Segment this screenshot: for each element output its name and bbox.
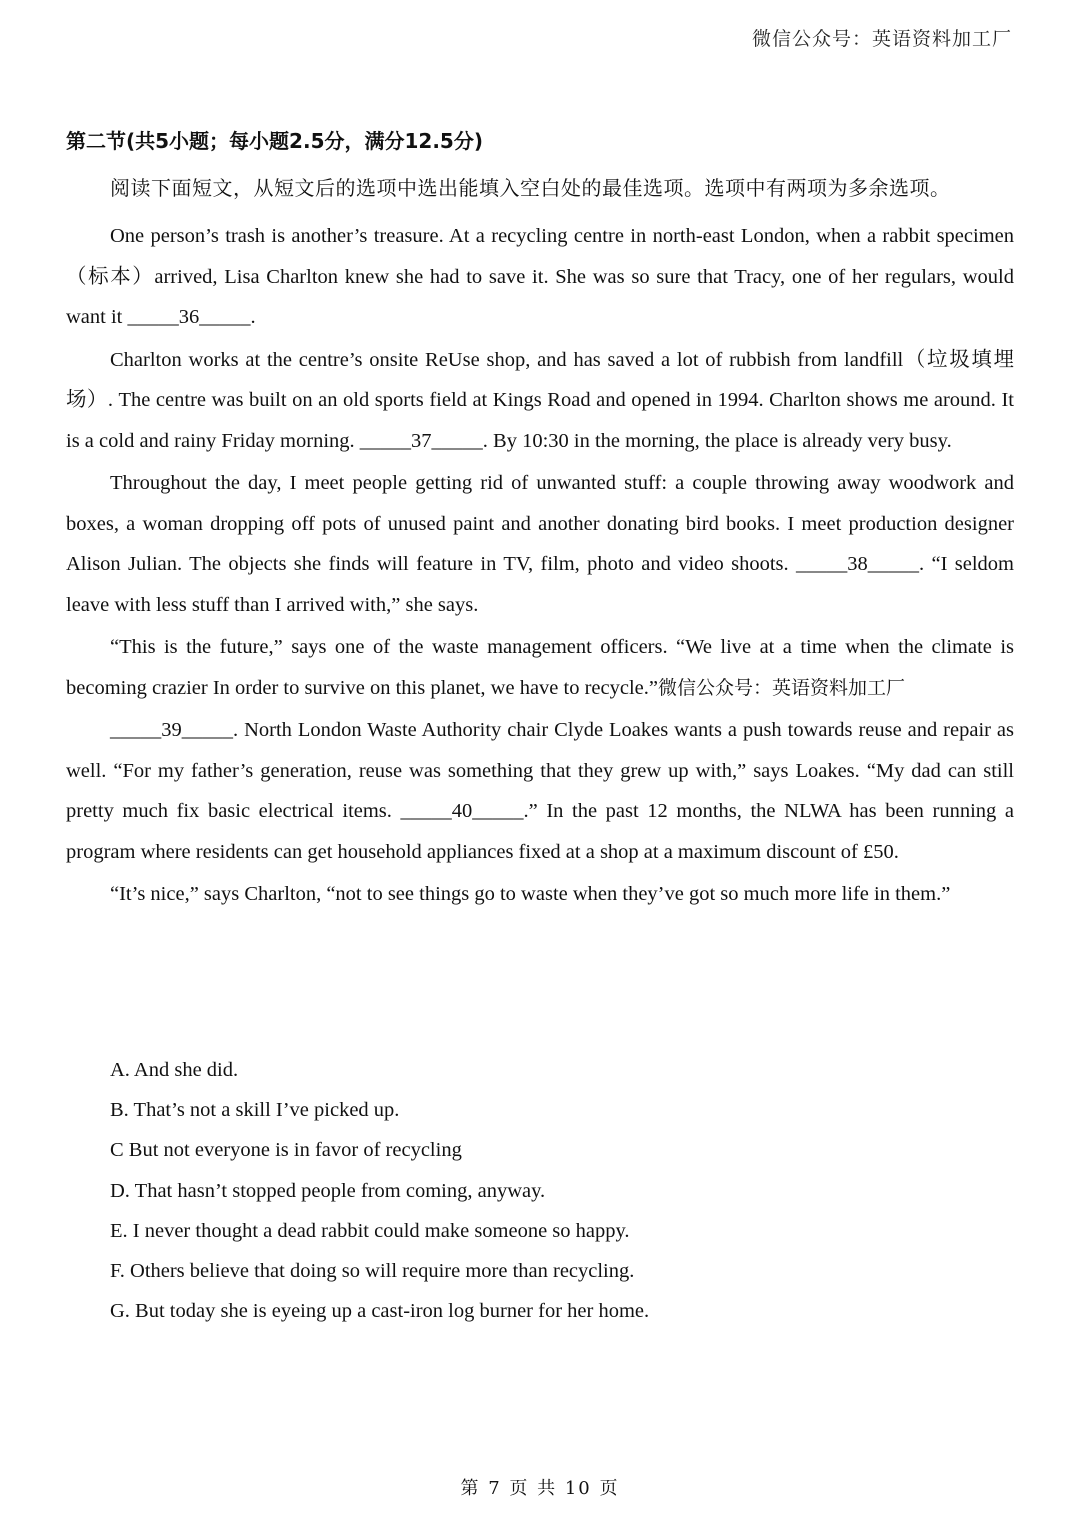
passage-paragraph-2 xyxy=(66,340,1014,462)
section-title: 第二节(共5小题；每小题2.5分，满分12.5分) xyxy=(66,129,483,153)
inline-watermark: 微信公众号：英语资料加工厂 xyxy=(657,676,905,699)
option-g: G. But today she is eyeing up a cast-iron log burner for her home. xyxy=(110,1300,650,1323)
paragraph-text: “This is the future,” says one of the waste management officers. “We live at a time when the climate is becoming crazier In order to survive on this planet, we have to recycle.” xyxy=(66,636,1014,699)
blank-37: _____37_____ xyxy=(359,429,483,452)
blank-36: _____36_____ xyxy=(127,306,251,328)
page-footer: 第 7 页 共 10 页 xyxy=(460,1478,620,1499)
header-watermark: 微信公众号：英语资料加工厂 xyxy=(751,28,1012,50)
paragraph-text: One person’s trash is another’s treasure. At a recycling centre in north-east London, when a rabbit specimen（标本）arrived, Lisa Charlton knew she had to save it. She was so sure that Tracy, one of her regulars, would want it xyxy=(66,225,1014,328)
paragraph-text: . By 10:30 in the morning, the place is already very busy. xyxy=(482,429,952,452)
passage-paragraph-6 xyxy=(66,874,1014,915)
passage-paragraph-1 xyxy=(66,216,1014,338)
option-a: A. And she did. xyxy=(110,1059,239,1081)
reading-passage xyxy=(66,216,1014,917)
blank-40: _____40_____ xyxy=(400,800,524,822)
section-instructions: 阅读下面短文，从短文后的选项中选出能填入空白处的最佳选项。选项中有两项为多余选项。 xyxy=(110,176,951,200)
option-b: B. That’s not a skill I’ve picked up. xyxy=(110,1099,400,1122)
answer-options xyxy=(110,1050,649,1331)
paragraph-text: .” In the past 12 months, the NLWA has been running a program where residents can get household appliances fixed at a shop at a maximum discount of £50. xyxy=(66,800,1014,863)
blank-38: _____38_____ xyxy=(796,553,919,575)
paragraph-text: “It’s nice,” says Charlton, “not to see things go to waste when they’ve got so much more life in them.” xyxy=(110,883,951,905)
paragraph-text: . xyxy=(250,306,256,328)
blank-39: _____39_____ xyxy=(110,719,233,741)
passage-paragraph-5 xyxy=(66,710,1014,872)
paragraph-text: . North London Waste Authority chair Clyde Loakes wants a push towards reuse and repair as well. “For my father’s generation, reuse was something that they grew up with,” says Loakes. “My dad can still pretty much fix basic electrical items. xyxy=(66,719,1014,822)
option-f: F. Others believe that doing so will require more than recycling. xyxy=(110,1260,635,1283)
paragraph-text: Throughout the day, I meet people getting rid of unwanted stuff: a couple throwing away woodwork and boxes, a woman dropping off pots of unused paint and another donating bird books. I meet production designer Alison Julian. The objects she finds will feature in TV, film, photo and video shoots. xyxy=(66,472,1014,575)
option-c: C But not everyone is in favor of recycling xyxy=(110,1139,462,1162)
option-d: D. That hasn’t stopped people from coming, anyway. xyxy=(110,1179,546,1202)
passage-paragraph-4 xyxy=(66,627,1014,708)
paragraph-text: . “I seldom leave with less stuff than I arrived with,” she says. xyxy=(66,553,1015,616)
option-e: E. I never thought a dead rabbit could make someone so happy. xyxy=(110,1219,630,1242)
passage-paragraph-3 xyxy=(66,463,1014,625)
paragraph-text: Charlton works at the centre’s onsite ReUse shop, and has saved a lot of rubbish from landfill（垃圾填埋场）. The centre was built on an old sports field at Kings Road and opened in 1994. Charlton shows me around. It is a cold and rainy Friday morning. xyxy=(66,348,1014,452)
